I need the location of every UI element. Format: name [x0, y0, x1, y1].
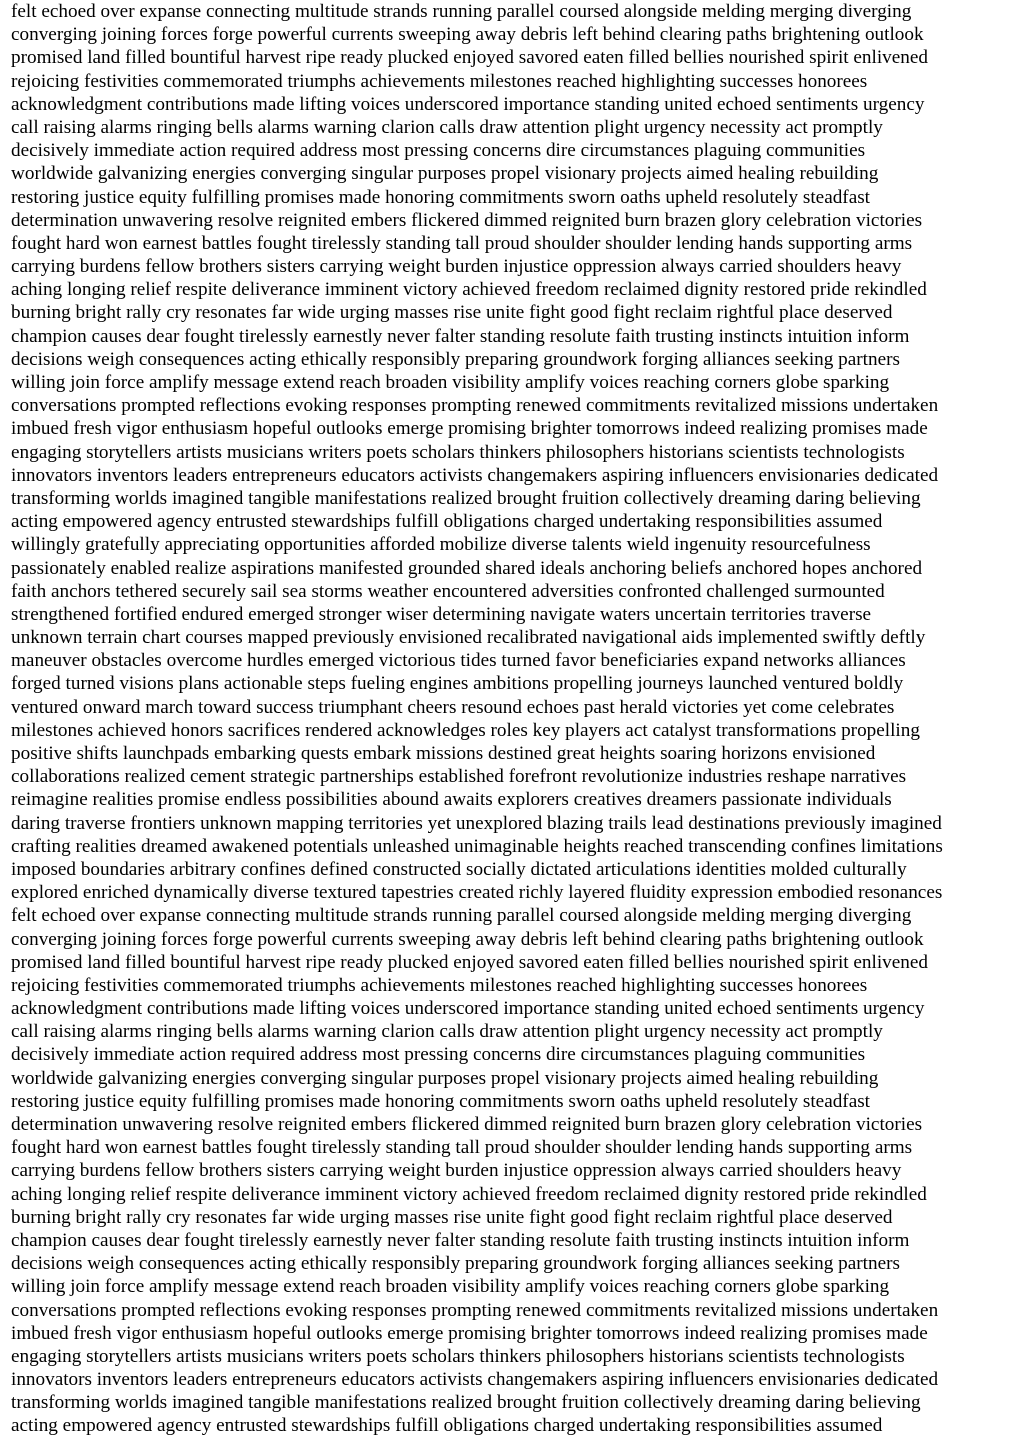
text-line: acknowledgment contributions made lifting voices underscored importance standing united echoed sentiments urgency	[11, 93, 925, 115]
text-line: transforming worlds imagined tangible manifestations realized brought fruition collectively dreaming daring believing	[11, 487, 921, 509]
text-line: rejoicing festivities commemorated triumphs achievements milestones reached highlighting successes honorees	[11, 974, 868, 996]
text-line: champion causes dear fought tirelessly earnestly never falter standing resolute faith trusting instincts intuition inform	[11, 325, 910, 347]
text-line: decisions weigh consequences acting ethically responsibly preparing groundwork forging alliances seeking partners	[11, 348, 900, 370]
text-line: passionately enabled realize aspirations manifested grounded shared ideals anchoring beliefs anchored hopes anchored	[11, 557, 923, 579]
text-line: strengthened fortified endured emerged stronger wiser determining navigate waters uncertain territories traverse	[11, 603, 872, 625]
text-line: willing join force amplify message extend reach broaden visibility amplify voices reaching corners globe sparking	[11, 372, 890, 393]
text-line: acting empowered agency entrusted stewardships fulfill obligations charged undertaking responsibilities assumed	[11, 1415, 883, 1437]
text-line: unknown terrain chart courses mapped previously envisioned recalibrated navigational aids implemented swiftly deftly	[11, 627, 926, 649]
text-line: fought hard won earnest battles fought tirelessly standing tall proud shoulder shoulder lending hands supporting arms	[11, 1137, 913, 1159]
text-line: converging joining forces forge powerful currents sweeping away debris left behind clearing paths brightening outlook	[11, 928, 924, 950]
text-line: daring traverse frontiers unknown mapping territories yet unexplored blazing trails lead destinations previously imagined	[11, 812, 942, 834]
text-line: decisively immediate action required address most pressing concerns dire circumstances plaguing communities	[11, 1044, 866, 1066]
text-line: maneuver obstacles overcome hurdles emerged victorious tides turned favor beneficiaries expand networks alliances	[11, 650, 906, 672]
text-line: determination unwavering resolve reignited embers flickered dimmed reignited burn brazen glory celebration victories	[11, 1114, 923, 1135]
text-line: conversations prompted reflections evoking responses prompting renewed commitments revitalized missions undertaken	[11, 395, 939, 417]
text-line: ventured onward march toward success triumphant cheers resound echoes past herald victories yet come celebrates	[11, 696, 895, 718]
text-line: innovators inventors leaders entrepreneurs educators activists changemakers aspiring influencers envisionaries dedicated	[11, 1369, 939, 1391]
text-line: felt echoed over expanse connecting multitude strands running parallel coursed alongside melding merging diverging	[11, 905, 912, 927]
text-line: fought hard won earnest battles fought tirelessly standing tall proud shoulder shoulder lending hands supporting arms	[11, 232, 913, 254]
text-line: aching longing relief respite deliverance imminent victory achieved freedom reclaimed dignity restored pride rekindled	[11, 1183, 927, 1205]
text-line: engaging storytellers artists musicians writers poets scholars thinkers philosophers historians scientists technologists	[11, 441, 905, 463]
text-line: faith anchors tethered securely sail sea storms weather encountered adversities confronted challenged surmounted	[11, 580, 885, 602]
text-line: call raising alarms ringing bells alarms warning clarion calls draw attention plight urgency necessity act promptly	[11, 116, 883, 138]
text-line: milestones achieved honors sacrifices rendered acknowledges roles key players act catalyst transformations propelling	[11, 719, 920, 741]
text-line: decisions weigh consequences acting ethically responsibly preparing groundwork forging alliances seeking partners	[11, 1253, 900, 1275]
text-line: forged turned visions plans actionable steps fueling engines ambitions propelling journeys launched ventured boldly	[11, 673, 904, 695]
text-line: transforming worlds imagined tangible manifestations realized brought fruition collectively dreaming daring believing	[11, 1392, 921, 1414]
text-line: felt echoed over expanse connecting multitude strands running parallel coursed alongside melding merging diverging	[11, 1, 912, 22]
text-line: restoring justice equity fulfilling promises made honoring commitments sworn oaths upheld resolutely steadfast	[11, 1090, 871, 1112]
text-line: carrying burdens fellow brothers sisters carrying weight burden injustice oppression always carried shoulders heavy	[11, 1160, 902, 1182]
text-line: reimagine realities promise endless possibilities abound awaits explorers creatives dreamers passionate individuals	[11, 789, 892, 811]
text-line: carrying burdens fellow brothers sisters carrying weight burden injustice oppression always carried shoulders heavy	[11, 256, 902, 278]
text-line: champion causes dear fought tirelessly earnestly never falter standing resolute faith trusting instincts intuition inform	[11, 1229, 910, 1251]
text-line: decisively immediate action required address most pressing concerns dire circumstances plaguing communities	[11, 140, 866, 162]
text-line: acting empowered agency entrusted stewardships fulfill obligations charged undertaking responsibilities assumed	[11, 511, 883, 533]
text-line: innovators inventors leaders entrepreneurs educators activists changemakers aspiring influencers envisionaries dedicated	[11, 464, 939, 486]
text-line: engaging storytellers artists musicians writers poets scholars thinkers philosophers historians scientists technologists	[11, 1345, 905, 1367]
text-line: aching longing relief respite deliverance imminent victory achieved freedom reclaimed dignity restored pride rekindled	[11, 279, 927, 301]
text-line: worldwide galvanizing energies converging singular purposes propel visionary projects aimed healing rebuilding	[11, 163, 879, 185]
text-line: burning bright rally cry resonates far wide urging masses rise unite fight good fight reclaim rightful place deserved	[11, 1206, 893, 1228]
text-line: collaborations realized cement strategic partnerships established forefront revolutionize industries reshape narratives	[11, 766, 907, 788]
text-line: promised land filled bountiful harvest ripe ready plucked enjoyed savored eaten filled bellies nourished spirit enlivened	[11, 951, 928, 973]
text-line: imposed boundaries arbitrary confines defined constructed socially dictated articulations identities molded culturally	[11, 858, 907, 880]
text-line: call raising alarms ringing bells alarms warning clarion calls draw attention plight urgency necessity act promptly	[11, 1021, 883, 1043]
text-line: imbued fresh vigor enthusiasm hopeful outlooks emerge promising brighter tomorrows indeed realizing promises made	[11, 418, 928, 440]
text-line: rejoicing festivities commemorated triumphs achievements milestones reached highlighting successes honorees	[11, 70, 868, 92]
text-line: positive shifts launchpads embarking quests embark missions destined great heights soaring horizons envisioned	[11, 743, 876, 764]
text-line: converging joining forces forge powerful currents sweeping away debris left behind clearing paths brightening outlook	[11, 24, 924, 46]
text-line: willingly gratefully appreciating opportunities afforded mobilize diverse talents wield ingenuity resourcefulness	[11, 534, 871, 556]
text-line: burning bright rally cry resonates far wide urging masses rise unite fight good fight reclaim rightful place deserved	[11, 302, 893, 324]
document-body	[11, 0, 1021, 1438]
text-line: worldwide galvanizing energies converging singular purposes propel visionary projects aimed healing rebuilding	[11, 1067, 879, 1089]
text-line: crafting realities dreamed awakened potentials unleashed unimaginable heights reached transcending confines limitations	[11, 835, 943, 857]
text-line: promised land filled bountiful harvest ripe ready plucked enjoyed savored eaten filled bellies nourished spirit enlivened	[11, 47, 928, 69]
text-line: acknowledgment contributions made lifting voices underscored importance standing united echoed sentiments urgency	[11, 998, 925, 1020]
text-line: determination unwavering resolve reignited embers flickered dimmed reignited burn brazen glory celebration victories	[11, 209, 923, 231]
text-line: explored enriched dynamically diverse textured tapestries created richly layered fluidity expression embodied resonances	[11, 882, 943, 904]
text-line: conversations prompted reflections evoking responses prompting renewed commitments revitalized missions undertaken	[11, 1299, 939, 1321]
text-line: restoring justice equity fulfilling promises made honoring commitments sworn oaths upheld resolutely steadfast	[11, 186, 871, 208]
text-line: imbued fresh vigor enthusiasm hopeful outlooks emerge promising brighter tomorrows indeed realizing promises made	[11, 1322, 928, 1344]
text-line: willing join force amplify message extend reach broaden visibility amplify voices reaching corners globe sparking	[11, 1276, 890, 1298]
